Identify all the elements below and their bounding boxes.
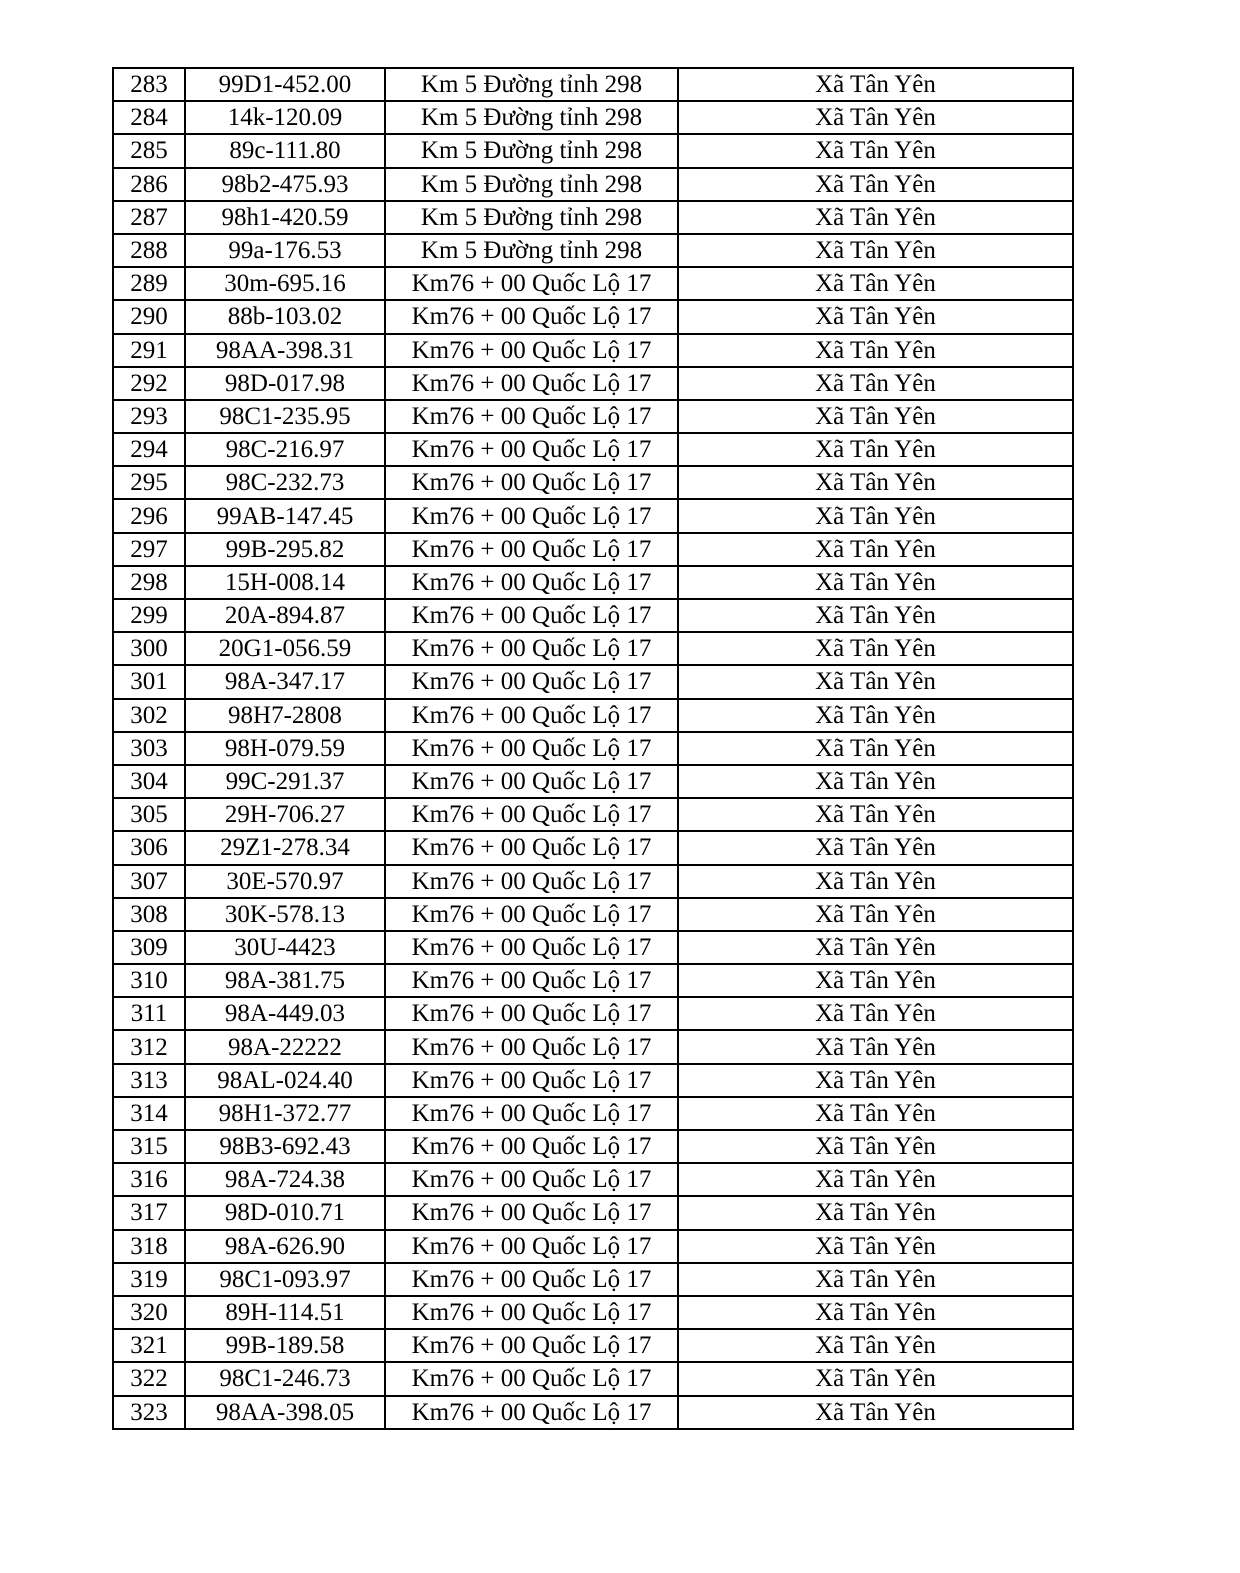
table-row — [113, 1362, 1073, 1395]
row-number-cell: 307 — [113, 865, 185, 898]
row-number-cell: 285 — [113, 134, 185, 167]
table-row — [113, 1064, 1073, 1097]
license-plate-cell: 98AA-398.31 — [185, 334, 385, 367]
commune-cell: Xã Tân Yên — [678, 765, 1073, 798]
license-plate-cell: 99B-189.58 — [185, 1329, 385, 1362]
table-row — [113, 931, 1073, 964]
license-plate-cell: 98A-626.90 — [185, 1230, 385, 1263]
row-number-cell: 291 — [113, 334, 185, 367]
license-plate-cell: 98h1-420.59 — [185, 201, 385, 234]
location-cell: Km76 + 00 Quốc Lộ 17 — [385, 599, 678, 632]
table-row — [113, 101, 1073, 134]
commune-cell: Xã Tân Yên — [678, 300, 1073, 333]
table-row — [113, 699, 1073, 732]
location-cell: Km76 + 00 Quốc Lộ 17 — [385, 665, 678, 698]
license-plate-cell: 98b2-475.93 — [185, 168, 385, 201]
table-row — [113, 865, 1073, 898]
table-row — [113, 632, 1073, 665]
table-row — [113, 898, 1073, 931]
table-row — [113, 831, 1073, 864]
row-number-cell: 310 — [113, 964, 185, 997]
row-number-cell: 295 — [113, 466, 185, 499]
location-cell: Km76 + 00 Quốc Lộ 17 — [385, 466, 678, 499]
table-row — [113, 533, 1073, 566]
license-plate-cell: 98C1-246.73 — [185, 1362, 385, 1395]
location-cell: Km76 + 00 Quốc Lộ 17 — [385, 533, 678, 566]
table-row — [113, 1263, 1073, 1296]
location-cell: Km76 + 00 Quốc Lộ 17 — [385, 865, 678, 898]
row-number-cell: 300 — [113, 632, 185, 665]
license-plate-cell: 20G1-056.59 — [185, 632, 385, 665]
license-plate-cell: 98D-017.98 — [185, 367, 385, 400]
location-cell: Km76 + 00 Quốc Lộ 17 — [385, 798, 678, 831]
license-plate-cell: 98C-232.73 — [185, 466, 385, 499]
license-plate-cell: 98H-079.59 — [185, 732, 385, 765]
row-number-cell: 321 — [113, 1329, 185, 1362]
commune-cell: Xã Tân Yên — [678, 665, 1073, 698]
row-number-cell: 286 — [113, 168, 185, 201]
license-plate-cell: 98C1-235.95 — [185, 400, 385, 433]
commune-cell: Xã Tân Yên — [678, 1030, 1073, 1063]
location-cell: Km76 + 00 Quốc Lộ 17 — [385, 1230, 678, 1263]
location-cell: Km76 + 00 Quốc Lộ 17 — [385, 632, 678, 665]
row-number-cell: 320 — [113, 1296, 185, 1329]
vehicle-table-body — [113, 68, 1073, 1429]
location-cell: Km76 + 00 Quốc Lộ 17 — [385, 931, 678, 964]
location-cell: Km76 + 00 Quốc Lộ 17 — [385, 499, 678, 532]
commune-cell: Xã Tân Yên — [678, 1097, 1073, 1130]
table-row — [113, 765, 1073, 798]
license-plate-cell: 98B3-692.43 — [185, 1130, 385, 1163]
commune-cell: Xã Tân Yên — [678, 267, 1073, 300]
row-number-cell: 283 — [113, 68, 185, 101]
table-row — [113, 566, 1073, 599]
table-row — [113, 134, 1073, 167]
location-cell: Km76 + 00 Quốc Lộ 17 — [385, 1296, 678, 1329]
table-row — [113, 267, 1073, 300]
row-number-cell: 287 — [113, 201, 185, 234]
commune-cell: Xã Tân Yên — [678, 466, 1073, 499]
location-cell: Km 5 Đường tỉnh 298 — [385, 101, 678, 134]
commune-cell: Xã Tân Yên — [678, 533, 1073, 566]
commune-cell: Xã Tân Yên — [678, 234, 1073, 267]
location-cell: Km76 + 00 Quốc Lộ 17 — [385, 831, 678, 864]
location-cell: Km76 + 00 Quốc Lộ 17 — [385, 1163, 678, 1196]
table-row — [113, 1329, 1073, 1362]
commune-cell: Xã Tân Yên — [678, 798, 1073, 831]
location-cell: Km76 + 00 Quốc Lộ 17 — [385, 566, 678, 599]
license-plate-cell: 20A-894.87 — [185, 599, 385, 632]
license-plate-cell: 30U-4423 — [185, 931, 385, 964]
commune-cell: Xã Tân Yên — [678, 201, 1073, 234]
commune-cell: Xã Tân Yên — [678, 732, 1073, 765]
vehicle-table — [112, 67, 1074, 1430]
commune-cell: Xã Tân Yên — [678, 1064, 1073, 1097]
row-number-cell: 294 — [113, 433, 185, 466]
location-cell: Km76 + 00 Quốc Lộ 17 — [385, 367, 678, 400]
commune-cell: Xã Tân Yên — [678, 68, 1073, 101]
row-number-cell: 302 — [113, 699, 185, 732]
row-number-cell: 289 — [113, 267, 185, 300]
location-cell: Km76 + 00 Quốc Lộ 17 — [385, 1097, 678, 1130]
license-plate-cell: 99B-295.82 — [185, 533, 385, 566]
location-cell: Km76 + 00 Quốc Lộ 17 — [385, 1196, 678, 1229]
row-number-cell: 304 — [113, 765, 185, 798]
license-plate-cell: 98AL-024.40 — [185, 1064, 385, 1097]
commune-cell: Xã Tân Yên — [678, 931, 1073, 964]
license-plate-cell: 29Z1-278.34 — [185, 831, 385, 864]
row-number-cell: 298 — [113, 566, 185, 599]
commune-cell: Xã Tân Yên — [678, 499, 1073, 532]
table-row — [113, 499, 1073, 532]
location-cell: Km 5 Đường tỉnh 298 — [385, 234, 678, 267]
location-cell: Km76 + 00 Quốc Lộ 17 — [385, 1064, 678, 1097]
row-number-cell: 311 — [113, 997, 185, 1030]
row-number-cell: 315 — [113, 1130, 185, 1163]
location-cell: Km 5 Đường tỉnh 298 — [385, 134, 678, 167]
commune-cell: Xã Tân Yên — [678, 168, 1073, 201]
table-row — [113, 334, 1073, 367]
license-plate-cell: 98A-449.03 — [185, 997, 385, 1030]
commune-cell: Xã Tân Yên — [678, 1296, 1073, 1329]
location-cell: Km76 + 00 Quốc Lộ 17 — [385, 1362, 678, 1395]
row-number-cell: 312 — [113, 1030, 185, 1063]
table-row — [113, 1196, 1073, 1229]
location-cell: Km 5 Đường tỉnh 298 — [385, 68, 678, 101]
table-row — [113, 997, 1073, 1030]
row-number-cell: 316 — [113, 1163, 185, 1196]
commune-cell: Xã Tân Yên — [678, 1230, 1073, 1263]
table-row — [113, 367, 1073, 400]
commune-cell: Xã Tân Yên — [678, 1263, 1073, 1296]
license-plate-cell: 30K-578.13 — [185, 898, 385, 931]
table-row — [113, 433, 1073, 466]
license-plate-cell: 30E-570.97 — [185, 865, 385, 898]
table-row — [113, 201, 1073, 234]
table-row — [113, 1396, 1073, 1429]
location-cell: Km76 + 00 Quốc Lộ 17 — [385, 997, 678, 1030]
commune-cell: Xã Tân Yên — [678, 964, 1073, 997]
location-cell: Km76 + 00 Quốc Lộ 17 — [385, 267, 678, 300]
row-number-cell: 299 — [113, 599, 185, 632]
row-number-cell: 309 — [113, 931, 185, 964]
commune-cell: Xã Tân Yên — [678, 1329, 1073, 1362]
commune-cell: Xã Tân Yên — [678, 1396, 1073, 1429]
table-row — [113, 1030, 1073, 1063]
commune-cell: Xã Tân Yên — [678, 566, 1073, 599]
license-plate-cell: 29H-706.27 — [185, 798, 385, 831]
table-row — [113, 732, 1073, 765]
row-number-cell: 323 — [113, 1396, 185, 1429]
commune-cell: Xã Tân Yên — [678, 997, 1073, 1030]
row-number-cell: 284 — [113, 101, 185, 134]
table-row — [113, 1097, 1073, 1130]
license-plate-cell: 98A-22222 — [185, 1030, 385, 1063]
commune-cell: Xã Tân Yên — [678, 367, 1073, 400]
row-number-cell: 319 — [113, 1263, 185, 1296]
table-row — [113, 1296, 1073, 1329]
table-row — [113, 168, 1073, 201]
row-number-cell: 305 — [113, 798, 185, 831]
table-row — [113, 1230, 1073, 1263]
row-number-cell: 293 — [113, 400, 185, 433]
commune-cell: Xã Tân Yên — [678, 599, 1073, 632]
location-cell: Km76 + 00 Quốc Lộ 17 — [385, 732, 678, 765]
table-row — [113, 234, 1073, 267]
row-number-cell: 322 — [113, 1362, 185, 1395]
commune-cell: Xã Tân Yên — [678, 831, 1073, 864]
license-plate-cell: 14k-120.09 — [185, 101, 385, 134]
commune-cell: Xã Tân Yên — [678, 334, 1073, 367]
table-row — [113, 300, 1073, 333]
location-cell: Km76 + 00 Quốc Lộ 17 — [385, 1030, 678, 1063]
row-number-cell: 288 — [113, 234, 185, 267]
commune-cell: Xã Tân Yên — [678, 699, 1073, 732]
location-cell: Km76 + 00 Quốc Lộ 17 — [385, 433, 678, 466]
table-row — [113, 798, 1073, 831]
license-plate-cell: 15H-008.14 — [185, 566, 385, 599]
table-row — [113, 1130, 1073, 1163]
row-number-cell: 303 — [113, 732, 185, 765]
location-cell: Km76 + 00 Quốc Lộ 17 — [385, 334, 678, 367]
location-cell: Km76 + 00 Quốc Lộ 17 — [385, 400, 678, 433]
table-row — [113, 1163, 1073, 1196]
license-plate-cell: 98C-216.97 — [185, 433, 385, 466]
row-number-cell: 314 — [113, 1097, 185, 1130]
license-plate-cell: 98A-347.17 — [185, 665, 385, 698]
license-plate-cell: 89H-114.51 — [185, 1296, 385, 1329]
location-cell: Km76 + 00 Quốc Lộ 17 — [385, 300, 678, 333]
row-number-cell: 318 — [113, 1230, 185, 1263]
commune-cell: Xã Tân Yên — [678, 898, 1073, 931]
table-row — [113, 665, 1073, 698]
license-plate-cell: 30m-695.16 — [185, 267, 385, 300]
location-cell: Km76 + 00 Quốc Lộ 17 — [385, 699, 678, 732]
commune-cell: Xã Tân Yên — [678, 632, 1073, 665]
license-plate-cell: 98A-724.38 — [185, 1163, 385, 1196]
commune-cell: Xã Tân Yên — [678, 101, 1073, 134]
location-cell: Km76 + 00 Quốc Lộ 17 — [385, 1263, 678, 1296]
license-plate-cell: 98H7-2808 — [185, 699, 385, 732]
table-row — [113, 68, 1073, 101]
commune-cell: Xã Tân Yên — [678, 433, 1073, 466]
location-cell: Km76 + 00 Quốc Lộ 17 — [385, 1130, 678, 1163]
row-number-cell: 306 — [113, 831, 185, 864]
row-number-cell: 292 — [113, 367, 185, 400]
location-cell: Km76 + 00 Quốc Lộ 17 — [385, 1396, 678, 1429]
row-number-cell: 313 — [113, 1064, 185, 1097]
license-plate-cell: 98AA-398.05 — [185, 1396, 385, 1429]
row-number-cell: 317 — [113, 1196, 185, 1229]
location-cell: Km76 + 00 Quốc Lộ 17 — [385, 964, 678, 997]
commune-cell: Xã Tân Yên — [678, 1362, 1073, 1395]
commune-cell: Xã Tân Yên — [678, 1163, 1073, 1196]
table-row — [113, 964, 1073, 997]
license-plate-cell: 99D1-452.00 — [185, 68, 385, 101]
location-cell: Km 5 Đường tỉnh 298 — [385, 168, 678, 201]
license-plate-cell: 98C1-093.97 — [185, 1263, 385, 1296]
row-number-cell: 290 — [113, 300, 185, 333]
table-row — [113, 599, 1073, 632]
row-number-cell: 308 — [113, 898, 185, 931]
license-plate-cell: 99a-176.53 — [185, 234, 385, 267]
location-cell: Km76 + 00 Quốc Lộ 17 — [385, 898, 678, 931]
commune-cell: Xã Tân Yên — [678, 865, 1073, 898]
row-number-cell: 297 — [113, 533, 185, 566]
row-number-cell: 301 — [113, 665, 185, 698]
license-plate-cell: 98D-010.71 — [185, 1196, 385, 1229]
table-row — [113, 400, 1073, 433]
commune-cell: Xã Tân Yên — [678, 1130, 1073, 1163]
license-plate-cell: 99AB-147.45 — [185, 499, 385, 532]
row-number-cell: 296 — [113, 499, 185, 532]
commune-cell: Xã Tân Yên — [678, 1196, 1073, 1229]
vehicle-table-container — [112, 67, 1074, 1430]
license-plate-cell: 88b-103.02 — [185, 300, 385, 333]
location-cell: Km76 + 00 Quốc Lộ 17 — [385, 765, 678, 798]
license-plate-cell: 99C-291.37 — [185, 765, 385, 798]
location-cell: Km 5 Đường tỉnh 298 — [385, 201, 678, 234]
commune-cell: Xã Tân Yên — [678, 134, 1073, 167]
commune-cell: Xã Tân Yên — [678, 400, 1073, 433]
location-cell: Km76 + 00 Quốc Lộ 17 — [385, 1329, 678, 1362]
table-row — [113, 466, 1073, 499]
license-plate-cell: 98H1-372.77 — [185, 1097, 385, 1130]
license-plate-cell: 98A-381.75 — [185, 964, 385, 997]
license-plate-cell: 89c-111.80 — [185, 134, 385, 167]
